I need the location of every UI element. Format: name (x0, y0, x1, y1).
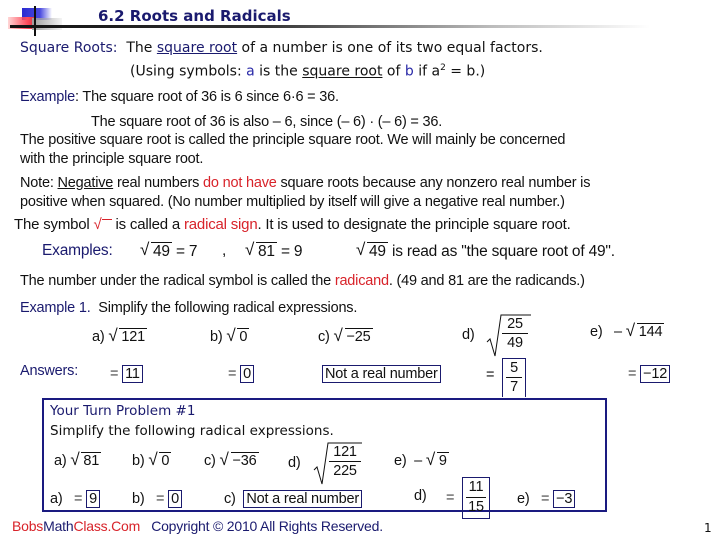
problem-letter: b) (132, 453, 145, 469)
example-label: Example (20, 89, 76, 105)
brand-class: Class.Com (73, 518, 141, 534)
definition-line-2 (130, 63, 485, 80)
example-sqrt-81: √ 81 = 9 (245, 240, 303, 260)
principle-line-1: The positive square root is called the principle square root. We will mainly be concerned (20, 132, 566, 148)
radicand: −25 (346, 329, 371, 345)
example-line-1 (20, 89, 339, 105)
example-read-as: √ 49 is read as "the square root of 49". (356, 240, 615, 260)
example-line-2: The square root of 36 is also – 6, since (– 6) · (– 6) = 36. (91, 114, 443, 130)
denominator: 15 (466, 497, 486, 517)
yt-answer-e (517, 490, 575, 508)
yt-answer-c (224, 490, 362, 508)
numerator: 5 (510, 360, 518, 376)
problem-e: e) – √ 144 (590, 321, 663, 340)
yt-answer-d-equals: = (446, 490, 455, 506)
example-text: : The square root of 36 is 6 since 6·6 = 36. (75, 89, 339, 105)
example1-header (20, 300, 357, 316)
your-turn-instruction: Simplify the following radical expressions. (50, 423, 334, 439)
radical-sign-line (14, 215, 571, 233)
radicand: 81 (258, 243, 275, 260)
answer-letter: e) (517, 491, 530, 507)
radicand: −36 (232, 453, 257, 469)
radicand: 121 (121, 329, 145, 345)
symbol-text: is called a (111, 216, 184, 233)
radicand: 9 (438, 453, 447, 469)
problem-d (486, 312, 532, 358)
problem-letter: c) (318, 329, 330, 345)
denominator: 49 (502, 333, 528, 352)
note-line-2: positive when squared. (No number multiplied by itself will give a negative real number.) (20, 194, 565, 210)
answer-box: Not a real number (322, 365, 441, 383)
problem-d-letter: d) (462, 327, 475, 343)
page-title: 6.2 Roots and Radicals (98, 7, 291, 25)
symbol-text: . It is used to designate the principle square root. (257, 216, 571, 233)
result: = 7 (175, 243, 198, 260)
equals: = (628, 366, 637, 382)
definition-label: Square Roots: (20, 40, 118, 56)
answer-box: 9 (86, 490, 100, 508)
answer-d-equals: = (486, 367, 495, 383)
radicand-text: The number under the radical symbol is called the (20, 273, 335, 289)
examples-label: Examples: (42, 242, 113, 259)
numerator: 25 (507, 316, 523, 332)
problem-letter: c) (204, 453, 216, 469)
answer-box: −3 (553, 490, 575, 508)
principle-line-2: with the principle square root. (20, 151, 204, 167)
note-text: real numbers (113, 175, 204, 191)
answer-letter: a) (50, 491, 63, 507)
numerator: 121 (333, 444, 357, 460)
yt-problem-a: a) √ 81 (54, 450, 100, 469)
radicand: 49 (153, 243, 170, 260)
numerator: 11 (468, 479, 484, 495)
symbol-text: The symbol (14, 216, 94, 233)
radicand-line (20, 273, 585, 289)
exponent: 2 (440, 63, 446, 73)
note-label: Note: (20, 175, 58, 191)
answer-box: 0 (240, 365, 254, 383)
problem-letter: a) (54, 453, 67, 469)
answer-a (110, 365, 143, 383)
answer-d (502, 358, 526, 397)
answer-box: −12 (640, 365, 670, 383)
equals: = (228, 366, 237, 382)
yt-problem-d-letter: d) (288, 455, 301, 471)
radicand: 144 (638, 324, 663, 340)
yt-answer-b (132, 490, 182, 508)
equals: = (74, 491, 83, 507)
answer-b (228, 365, 254, 383)
answer-box: 0 (168, 490, 182, 508)
term-negative: Negative (57, 175, 114, 191)
answer-box: 11 (122, 365, 143, 383)
equals: = (156, 491, 165, 507)
definition-text: of (382, 63, 405, 80)
definition-text: is the (254, 63, 303, 80)
example1-instruction: Simplify the following radical expressions. (98, 300, 358, 316)
example1-label: Example 1. (20, 300, 91, 316)
definition-text: of a number is one of its two equal factors. (237, 40, 543, 56)
yt-problem-b: b) √ 0 (132, 450, 170, 469)
note-text: square roots because any nonzero real number is (276, 175, 591, 191)
term-square-root: square root (302, 63, 383, 80)
answers-label: Answers: (20, 363, 79, 379)
equals: = (541, 491, 550, 507)
radicand: 49 (369, 243, 386, 260)
radicand: 0 (239, 329, 248, 345)
logo-grey-block (32, 18, 62, 30)
yt-answer-d-letter: d) (414, 488, 427, 504)
symbol-a: a (246, 63, 255, 80)
brand-math: Math (43, 518, 74, 534)
problem-letter: e) (394, 453, 407, 469)
negative-sign: – (614, 324, 622, 340)
logo-crosshair-line (34, 6, 36, 36)
negative-sign: – (414, 453, 423, 469)
read-as-text: is read as "the square root of 49". (391, 243, 615, 260)
yt-answer-a (50, 490, 100, 508)
radicand: 0 (161, 453, 170, 469)
yt-problem-e: e) – √ 9 (394, 450, 447, 469)
denominator: 7 (506, 377, 522, 396)
yt-problem-c: c) √ −36 (204, 450, 257, 469)
yt-problem-d (313, 440, 363, 486)
definition-text: The (126, 40, 157, 56)
examples-row (42, 242, 113, 260)
brand-bobs: Bobs (12, 518, 44, 534)
answer-letter: c) (224, 491, 236, 507)
equals: = (110, 366, 119, 382)
problem-b: b) √ 0 (210, 326, 248, 345)
note-line-1 (20, 175, 590, 191)
your-turn-title: Your Turn Problem #1 (50, 403, 196, 419)
denominator: 225 (329, 461, 361, 480)
example-sqrt-49: √ 49 = 7 (140, 240, 198, 260)
page-number: 1 (704, 521, 712, 535)
yt-answer-d (462, 477, 490, 519)
footer (12, 518, 383, 534)
answer-box: Not a real number (243, 490, 362, 508)
term-radicand: radicand (334, 273, 389, 289)
problem-letter: e) (590, 324, 603, 340)
definition-text: if a (413, 63, 441, 80)
emphasis-do-not-have: do not have (203, 175, 277, 191)
definition-text: (Using symbols: (130, 63, 247, 80)
answer-c (322, 365, 441, 383)
problem-c: c) √ −25 (318, 326, 371, 345)
term-square-root: square root (156, 40, 238, 56)
result: = 9 (280, 243, 303, 260)
header-rule (10, 25, 650, 28)
term-radical-sign: radical sign (183, 216, 258, 233)
definition-line-1 (20, 40, 543, 56)
problem-a: a) √ 121 (92, 326, 145, 345)
answer-letter: b) (132, 491, 145, 507)
problem-letter: b) (210, 329, 223, 345)
radicand-text: . (49 and 81 are the radicands.) (388, 273, 585, 289)
answer-e (628, 365, 670, 383)
copyright: Copyright © 2010 All Rights Reserved. (151, 518, 383, 534)
definition-text: = b.) (445, 63, 486, 80)
symbol-b: b (404, 63, 414, 80)
separator: , (222, 242, 227, 259)
radicand: 81 (83, 453, 100, 469)
problem-letter: a) (92, 329, 105, 345)
radical-sign-icon: √ (94, 215, 112, 233)
